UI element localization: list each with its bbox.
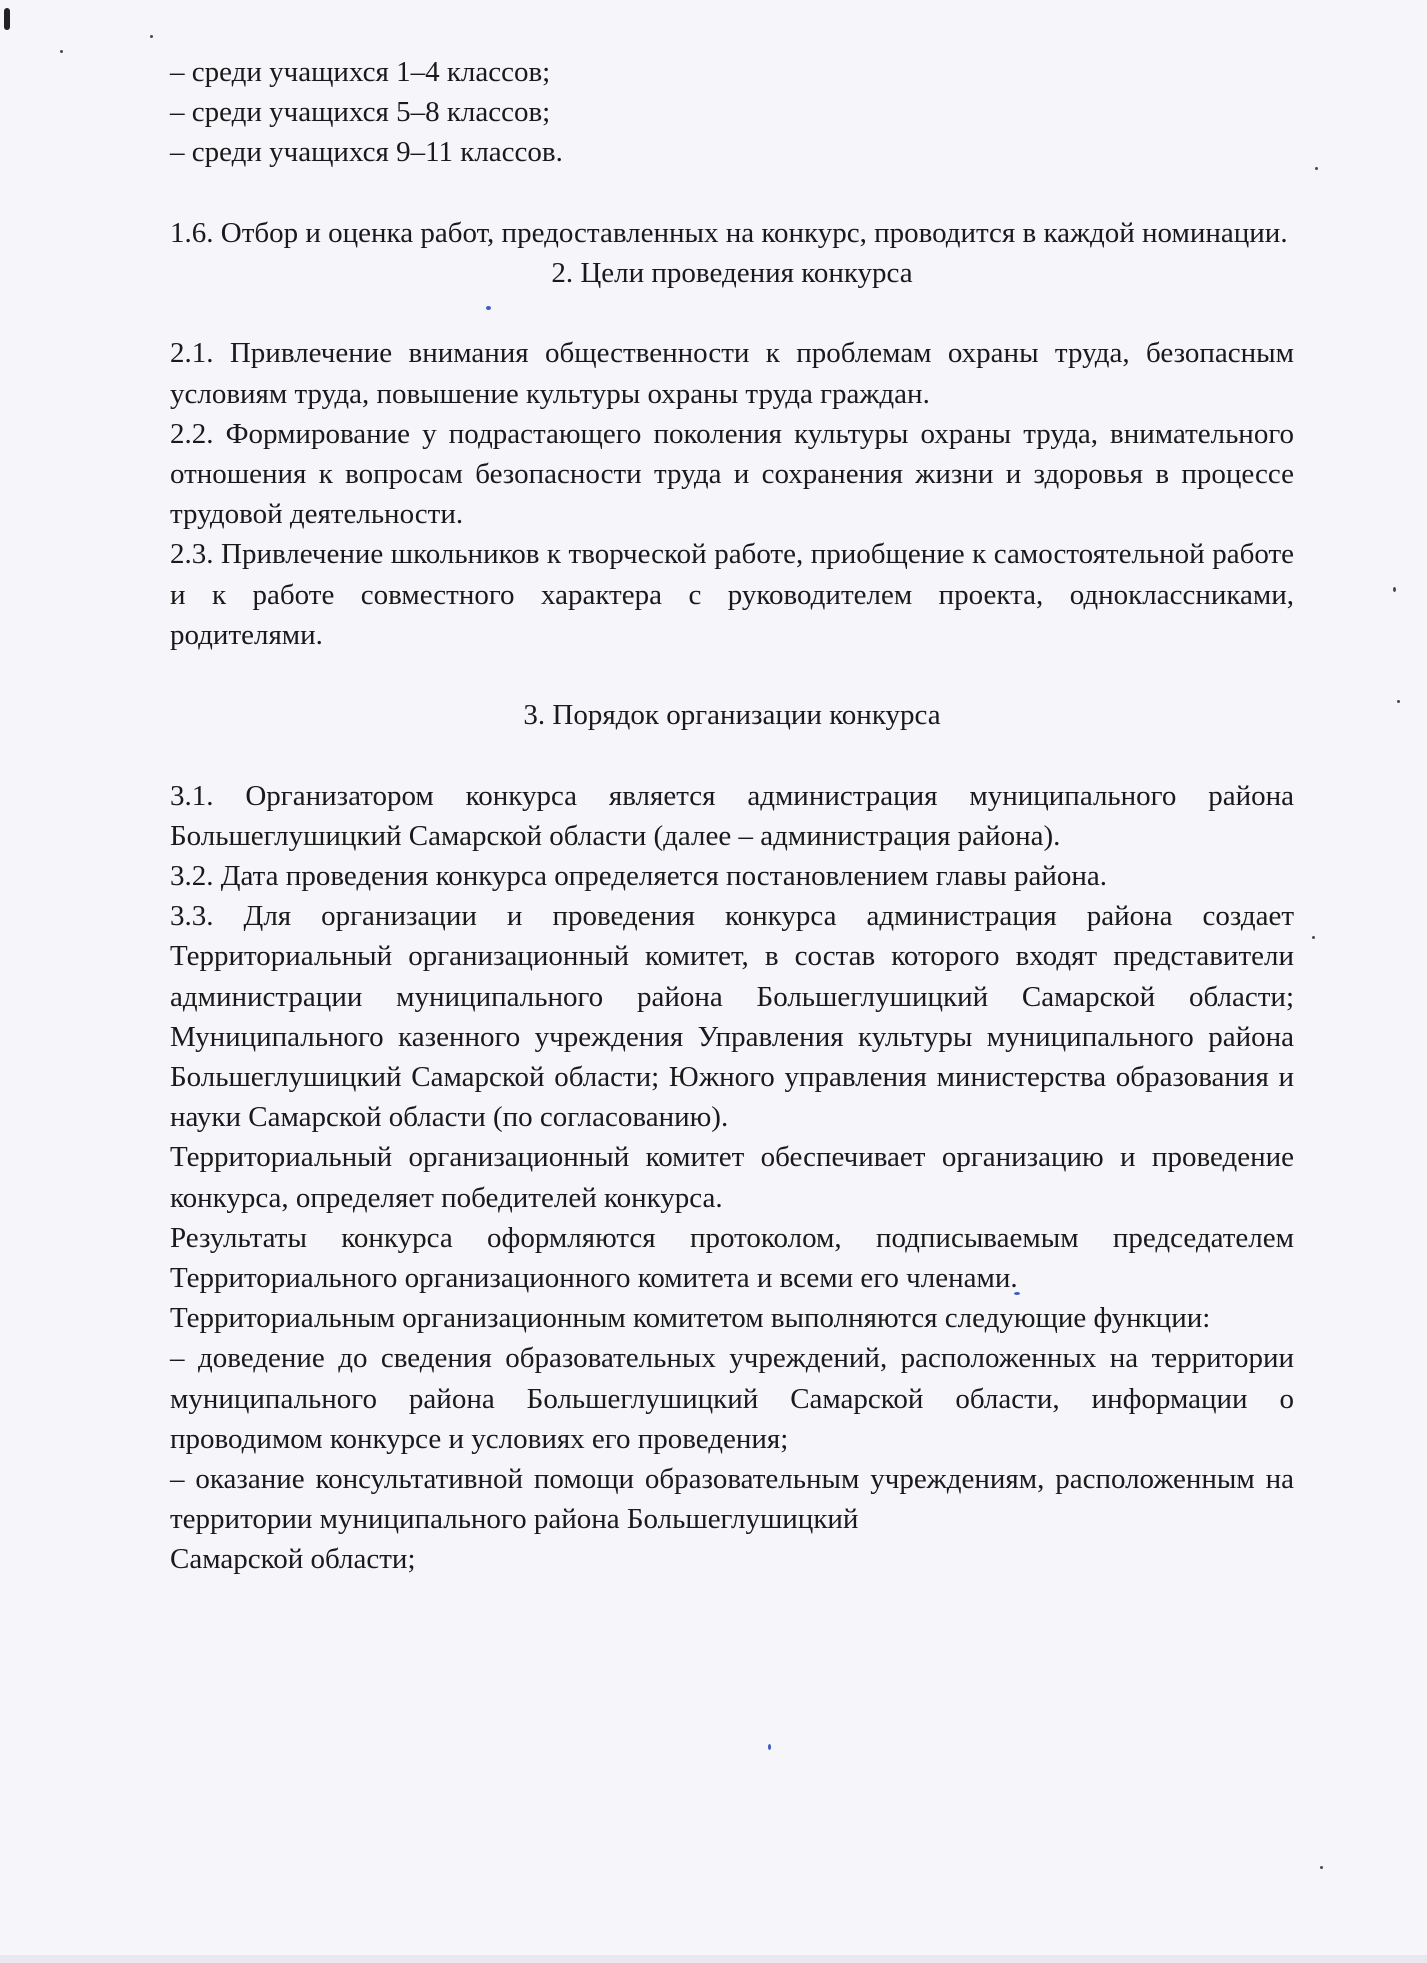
scan-speck xyxy=(1320,1866,1323,1869)
list-item: – среди учащихся 1–4 классов; xyxy=(170,56,551,88)
paragraph-function-2-end: Самарской области; xyxy=(170,1543,416,1576)
list-item: – среди учащихся 9–11 классов. xyxy=(170,136,563,169)
scan-speck xyxy=(1315,167,1318,170)
paragraph-results: Результаты конкурса оформляются протоколом, подписываемым председателем Территориального организационного комитета и всеми его членами. xyxy=(170,1221,1294,1295)
paragraph-2-1: 2.1. Привлечение внимания общественности к проблемам охраны труда, безопасным условиям труда, повышение культуры охраны труда граждан. xyxy=(170,337,1294,410)
paragraph-functions: Территориальным организационным комитетом выполняются следующие функции: xyxy=(170,1302,1211,1335)
scan-speck xyxy=(1397,700,1400,703)
list-item: – среди учащихся 5–8 классов; xyxy=(170,96,551,129)
paragraph-3-1: 3.1. Организатором конкурса является администрация муниципального района Большеглушицкий Самарской области (далее – администрация района). xyxy=(170,779,1294,852)
grade-list xyxy=(170,52,1294,173)
scan-mark xyxy=(4,8,10,30)
scan-speck xyxy=(60,50,63,53)
paragraph-3-3: 3.3. Для организации и проведения конкурса администрация района создает Территориальный организационный комитет, в состав которого входят представители администрации муниципального района Большеглушицкий Самарской области; Муниципального казенного учреждения Управления культуры муниципального района Большеглушицкий Самарской области; Южного управления министерства образования и науки Самарской области (по согласованию). xyxy=(170,900,1294,1134)
paragraph-committee: Территориальный организационный комитет обеспечивает организацию и проведение конкурса, определяет победителей конкурса. xyxy=(170,1141,1294,1214)
section-3-heading: 3. Порядок организации конкурса xyxy=(523,699,941,732)
scan-speck xyxy=(1312,936,1315,939)
paragraph-function-2: – оказание консультативной помощи образовательным учреждениям, расположенным на территории муниципального района Большеглушицкий xyxy=(170,1463,1294,1536)
paragraph-function-1: – доведение до сведения образовательных учреждений, расположенных на территории муниципального района Большеглушицкий Самарской области, информации о проводимом конкурсе и условиях его проведения; xyxy=(170,1342,1294,1455)
document-body xyxy=(170,52,1294,1580)
scan-speck xyxy=(1393,587,1396,592)
scan-bottom-edge xyxy=(0,1955,1427,1963)
paragraph-1-6: 1.6. Отбор и оценка работ, предоставленных на конкурс, проводится в каждой номинации. xyxy=(170,216,1288,249)
section-2-heading: 2. Цели проведения конкурса xyxy=(551,257,913,289)
ink-speck xyxy=(768,1744,771,1750)
paragraph-2-2: 2.2. Формирование у подрастающего поколения культуры охраны труда, внимательного отношения к вопросам безопасности труда и сохранения жизни и здоровья в процессе трудовой деятельности. xyxy=(170,417,1294,531)
paragraph-2-3: 2.3. Привлечение школьников к творческой работе, приобщение к самостоятельной работе и к работе совместного характера с руководителем проекта, одноклассниками, родителями. xyxy=(170,538,1294,651)
paragraph-3-2: 3.2. Дата проведения конкурса определяется постановлением главы района. xyxy=(170,860,1107,892)
scan-speck xyxy=(150,35,153,38)
